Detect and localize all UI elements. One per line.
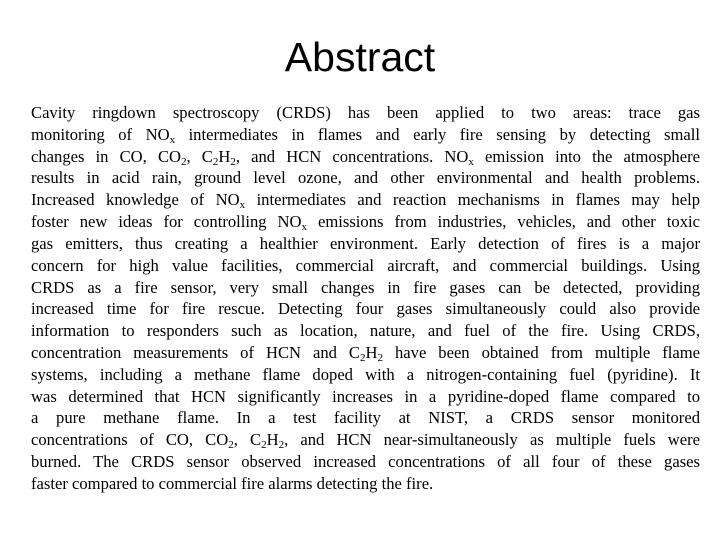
abstract-line <box>31 167 700 189</box>
subscript: 2 <box>230 155 236 168</box>
abstract-line <box>31 386 700 408</box>
subscript: 2 <box>377 351 383 364</box>
abstract-line <box>31 233 700 255</box>
slide-title: Abstract <box>284 34 436 80</box>
text-run: results in acid rain, ground level ozone, and other environmental and health problems. <box>31 168 700 188</box>
subscript: 2 <box>261 439 267 452</box>
subscript: x <box>169 133 176 146</box>
text-run: concern for high value facilities, commercial aircraft, and commercial buildings. Using <box>31 255 700 275</box>
text-run: faster compared to commercial fire alarms detecting the fire. <box>31 473 434 493</box>
text-run: systems, including a methane flame doped with a nitrogen-containing fuel (pyridine). It <box>31 364 700 384</box>
abstract-body <box>31 102 700 495</box>
subscript: 2 <box>181 155 187 168</box>
text-run: , C <box>233 430 262 450</box>
text-run: , C <box>186 146 213 166</box>
text-run: H <box>266 430 279 450</box>
text-run: a pure methane flame. In a test facility at NIST, a CRDS sensor monitored <box>31 408 700 428</box>
abstract-line <box>31 320 700 342</box>
text-run: CRDS as a fire sensor, very small changes in fire gases can be detected, providing <box>31 277 700 297</box>
text-run: increased time for fire rescue. Detecting four gases simultaneously could also provide <box>31 299 700 319</box>
subscript: 2 <box>228 439 234 452</box>
subscript: 2 <box>212 155 219 168</box>
abstract-line <box>31 189 700 211</box>
text-run: H <box>218 146 231 166</box>
abstract-line <box>31 255 700 277</box>
abstract-line <box>31 451 700 473</box>
text-run: emission into the atmosphere <box>473 146 700 166</box>
text-run: concentrations of CO, CO <box>31 430 229 450</box>
text-run: Increased knowledge of NO <box>31 190 240 210</box>
subscript: 2 <box>360 351 366 364</box>
abstract-line <box>31 277 700 299</box>
text-run: Cavity ringdown spectroscopy (CRDS) has been applied to two areas: trace gas <box>31 103 700 122</box>
text-run: changes in CO, CO <box>31 146 181 166</box>
text-run: intermediates in flames and early fire sensing by detecting small <box>175 124 700 144</box>
abstract-line <box>31 429 700 451</box>
text-run: foster new ideas for controlling NO <box>31 212 302 232</box>
text-run: concentration measurements of HCN and C <box>31 342 361 362</box>
abstract-line <box>31 407 700 429</box>
abstract-line <box>31 473 700 495</box>
text-run: information to responders such as location, nature, and fuel of the fire. Using CRDS, <box>31 321 700 341</box>
abstract-line <box>31 124 700 146</box>
text-run: , and HCN near-simultaneously as multiple fuels were <box>284 430 700 450</box>
abstract-line <box>31 211 700 233</box>
text-run: was determined that HCN significantly increases in a pyridine-doped flame compared to <box>31 386 700 406</box>
text-run: intermediates and reaction mechanisms in flames may help <box>245 190 700 210</box>
abstract-line <box>31 342 700 364</box>
abstract-line <box>31 146 700 168</box>
abstract-line <box>31 102 700 124</box>
subscript: x <box>301 221 308 234</box>
text-run: gas emitters, thus creating a healthier environment. Early detection of fires is a major <box>31 233 700 253</box>
subscript: 2 <box>278 439 285 452</box>
text-run: monitoring of NO <box>31 124 170 144</box>
text-run: have been obtained from multiple flame <box>383 342 700 362</box>
text-run: emissions from industries, vehicles, and other toxic <box>307 212 700 232</box>
subscript: x <box>468 155 474 168</box>
abstract-line <box>31 364 700 386</box>
text-run: , and HCN concentrations. NO <box>235 146 469 166</box>
abstract-line <box>31 298 700 320</box>
text-run: H <box>365 342 378 362</box>
subscript: x <box>239 199 246 212</box>
text-run: burned. The CRDS sensor observed increased concentrations of all four of these gases <box>31 452 700 471</box>
